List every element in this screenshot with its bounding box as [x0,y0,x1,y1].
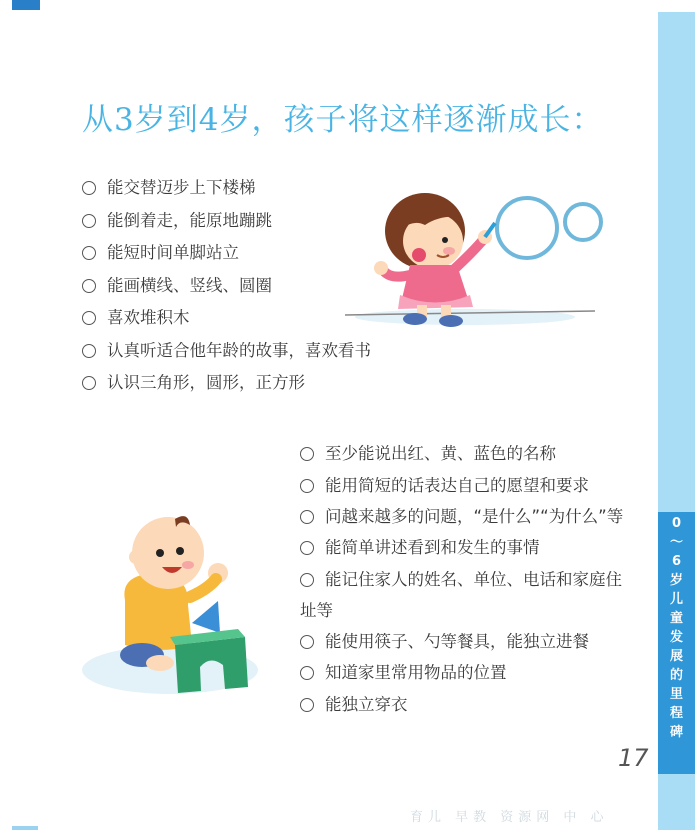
girl-drawing-illustration [345,185,605,345]
list-item [300,438,636,470]
list-item-text: 能独立穿衣 [325,694,408,714]
list-item-text: 喜欢堆积木 [107,308,190,327]
side-tab-char: 展 [669,649,683,664]
list-item [300,626,636,658]
circle-bullet-icon [300,698,314,712]
baby-blocks-illustration [80,505,280,705]
list-item [300,689,636,721]
list-item-text: 能使用筷子、勺等餐具，能独立进餐 [325,631,589,651]
side-tab-char: 里 [669,687,683,702]
list-item [300,470,636,502]
list-item [82,371,371,404]
circle-bullet-icon [82,246,96,260]
circle-bullet-icon [82,376,96,390]
side-tab-char: 的 [669,668,683,683]
circle-bullet-icon [300,510,314,524]
circle-bullet-icon [300,573,314,587]
list-item-text: 知道家里常用物品的位置 [325,663,507,682]
side-tab-char: 6 [671,554,682,569]
side-tab-label [658,512,695,774]
circle-bullet-icon [300,635,314,649]
list-item-text: 能短时间单脚站立 [107,243,239,262]
list-item-text: 认识三角形，圆形，正方形 [107,373,305,392]
list-item-text: 能简单讲述看到和发生的事情 [325,538,540,557]
list-item [82,306,371,339]
list-item-text: 认真听适合他年龄的故事，喜欢看书 [107,340,371,360]
milestone-list-motor [82,176,371,404]
list-item [82,209,371,242]
side-tab-char: 儿 [669,592,683,607]
circle-bullet-icon [300,447,314,461]
page-title: 从3岁到4岁，孩子将这样逐渐成长： [82,102,604,138]
list-item [82,241,371,274]
list-item [300,532,636,564]
circle-bullet-icon [82,311,96,325]
circle-bullet-icon [82,181,96,195]
circle-bullet-icon [82,214,96,228]
list-item-text: 能倒着走，能原地蹦跳 [107,210,272,230]
list-item-text: 能画横线、竖线、圆圈 [107,275,272,295]
corner-mark [12,0,40,10]
bottom-corner-mark [12,826,38,830]
list-item [82,274,371,307]
list-item [300,501,636,532]
side-tab-char: 程 [669,706,683,721]
circle-bullet-icon [300,666,314,680]
list-item [82,176,371,209]
list-item [300,657,636,689]
page-number: 17 [618,744,649,772]
circle-bullet-icon [82,279,96,293]
list-item [82,339,371,372]
side-tab-char: 碑 [669,725,683,740]
list-item-text: 至少能说出红、黄、蓝色的名称 [325,444,556,463]
list-item-text: 问越来越多的问题，“是什么”“为什么”等 [325,507,624,526]
list-item [300,564,636,626]
circle-bullet-icon [300,541,314,555]
list-item-text: 能用简短的话表达自己的愿望和要求 [325,475,589,495]
side-tab-char: 0 [671,516,682,531]
side-tab-char: 童 [669,611,683,626]
footer-watermark: 育儿 早教 资源网 中 心 [410,810,609,825]
circle-bullet-icon [300,479,314,493]
side-tab-char: 发 [669,630,683,645]
circle-bullet-icon [82,344,96,358]
list-item-text: 能交替迈步上下楼梯 [107,178,256,197]
side-tab-char: ～ [669,535,683,550]
list-item-text: 能记住家人的姓名、单位、电话和家庭住址等 [300,569,622,620]
side-tab-char: 岁 [669,573,683,588]
milestone-list-language [300,438,636,720]
